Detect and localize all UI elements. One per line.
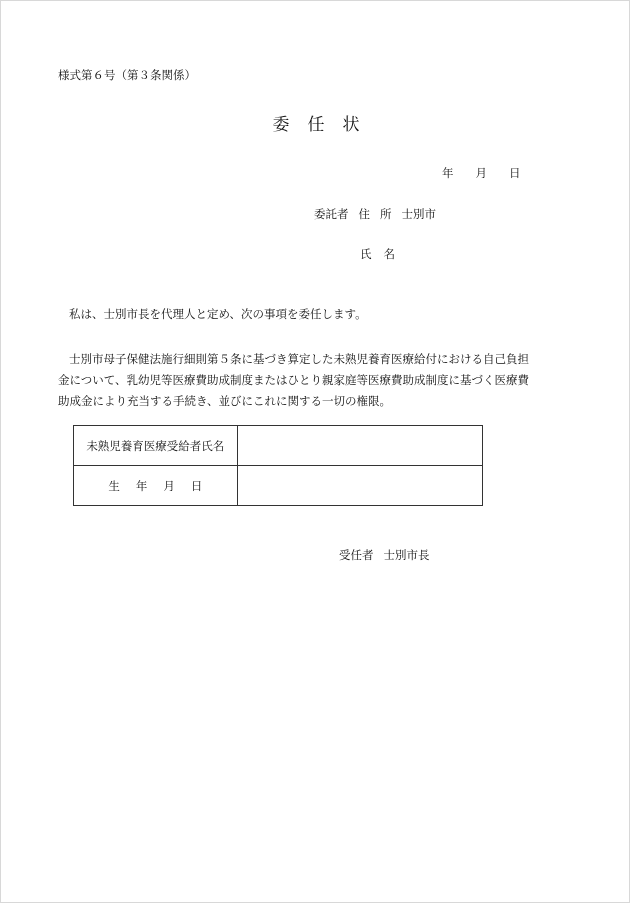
trustee-line	[339, 550, 440, 562]
delegator-label: 委託者	[314, 207, 349, 221]
date-year-label: 年	[442, 166, 454, 180]
date-line	[442, 168, 521, 180]
delegated-matter-text: 士別市母子保健法施行細則第５条に基づき算定した未熟児養育医療給付における自己負担金について、乳幼児等医療費助成制度またはひとり親家庭等医療費助成制度に基づく医療費助成金により充当する手続き、並びにこれに関する一切の権限。	[58, 352, 530, 408]
form-number: 様式第６号（第３条関係）	[58, 68, 196, 82]
address-label-char: 所	[380, 207, 392, 221]
name-label-char: 名	[383, 247, 395, 261]
date-day-label: 日	[509, 166, 521, 180]
address-value: 士別市	[401, 207, 436, 221]
title-char: 任	[307, 115, 325, 135]
recipient-info-table	[73, 425, 483, 506]
recipient-name-field[interactable]	[237, 426, 482, 466]
birth-date-label	[74, 466, 238, 506]
title-char: 委	[272, 115, 290, 135]
birth-date-label-char: 日	[190, 478, 203, 493]
table-row	[74, 426, 483, 466]
delegator-name-line	[360, 249, 407, 261]
trustee-value: 士別市長	[383, 548, 430, 562]
delegator-address-line	[314, 209, 446, 221]
declaration-text: 私は、士別市長を代理人と定め、次の事項を委任します。	[69, 307, 367, 321]
birth-date-label-char: 月	[163, 478, 175, 493]
document-title	[1, 117, 630, 134]
name-label-char: 氏	[360, 247, 372, 261]
date-month-label: 月	[475, 166, 487, 180]
recipient-name-label: 未熟児養育医療受給者氏名	[74, 426, 238, 466]
address-label-char: 住	[358, 207, 370, 221]
title-char: 状	[342, 115, 360, 135]
trustee-label: 受任者	[339, 548, 374, 562]
birth-date-label-char: 年	[135, 478, 148, 493]
birth-date-label-char: 生	[108, 478, 120, 493]
table-row	[74, 466, 483, 506]
birth-date-field[interactable]	[237, 466, 482, 506]
